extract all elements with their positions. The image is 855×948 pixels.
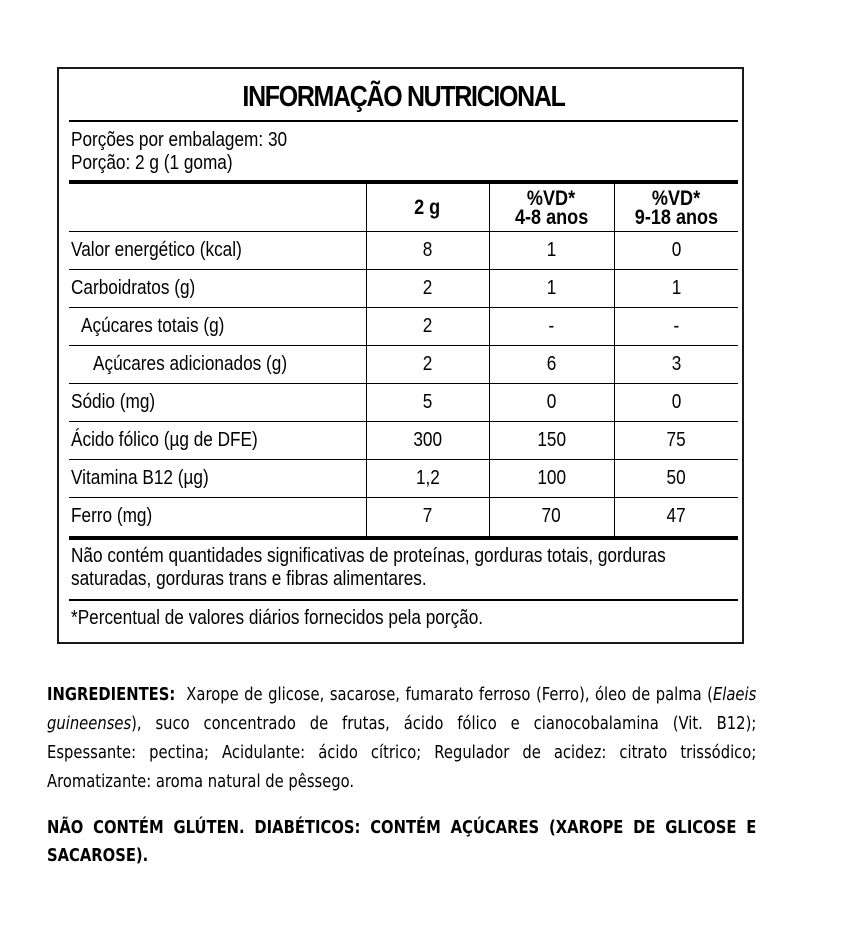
nutrient-label: Vitamina B12 (µg) <box>71 467 209 489</box>
ingredients-part1: Xarope de glicose, sacarose, fumarato ferroso (Ferro), óleo de palma ( <box>186 684 713 705</box>
table-row <box>69 308 738 346</box>
table-row <box>69 498 738 536</box>
nutrient-label: Ácido fólico (µg de DFE) <box>71 429 258 451</box>
footnote <box>69 601 738 635</box>
header-vd-9-18: %VD* 9-18 anos <box>614 184 738 232</box>
ingredients-text <box>47 680 756 796</box>
vd-4-8-value: 6 <box>546 353 557 375</box>
vd-4-8-value: 1 <box>546 277 557 299</box>
table-row <box>69 422 738 460</box>
vd-9-18-value: 50 <box>666 467 686 489</box>
table-header-row <box>69 184 738 232</box>
amount-value: 7 <box>422 505 433 528</box>
panel-title: INFORMAÇÃO NUTRICIONAL <box>242 81 565 113</box>
vd-4-8-value: 70 <box>541 505 562 528</box>
amount-value: 300 <box>413 429 442 451</box>
header-amount: 2 g <box>366 184 489 232</box>
serving-info <box>69 122 738 180</box>
vd-4-8-value: 100 <box>537 467 566 489</box>
nutrient-label: Carboidratos (g) <box>71 277 196 299</box>
ingredients-part2: ), suco concentrado de frutas, ácido fólico e cianocobalamina (Vit. B12); Espessante: pectina; Acidulante: ácido cítrico; Regulador de acidez: citrato trissódico; Aromatizante: aroma natural de pêssego. <box>47 713 757 792</box>
table-row <box>69 346 738 384</box>
ingredients-label: INGREDIENTES: <box>47 684 176 705</box>
vd-9-18-value: 1 <box>671 277 682 299</box>
ingredients-scientific-name: Elaeis guineenses <box>47 684 757 734</box>
nutrition-facts-panel <box>57 67 744 644</box>
header-nutrient <box>69 184 366 232</box>
nutrient-label: Açúcares totais (g) <box>81 315 225 337</box>
vd-9-18-value: 0 <box>671 391 682 413</box>
vd-4-8-value: - <box>548 315 555 337</box>
vd-9-18-value: 3 <box>671 353 682 375</box>
insignificant-amounts-note <box>69 540 738 599</box>
nutrient-label: Ferro (mg) <box>71 505 153 528</box>
table-row <box>69 460 738 498</box>
amount-value: 2 <box>422 315 433 337</box>
amount-value: 5 <box>422 391 433 413</box>
footnote-text: *Percentual de valores diários fornecidos pela porção. <box>71 606 484 629</box>
table-row <box>69 270 738 308</box>
table-row <box>69 384 738 422</box>
amount-value: 2 <box>422 277 433 299</box>
note-text: Não contém quantidades significativas de proteínas, gorduras totais, gorduras saturadas, gorduras trans e fibras alimentares. <box>71 544 666 590</box>
vd-4-8-value: 0 <box>546 391 557 413</box>
nutrition-facts-inner <box>69 69 738 635</box>
nutrition-table <box>69 184 738 536</box>
amount-value: 1,2 <box>415 467 440 489</box>
servings-per-package: Porções por embalagem: 30 <box>71 129 288 151</box>
vd-4-8-value: 150 <box>537 429 566 451</box>
nutrient-label: Sódio (mg) <box>71 391 156 413</box>
vd-9-18-value: - <box>673 315 680 337</box>
nutrient-label: Valor energético (kcal) <box>71 239 242 261</box>
serving-size: Porção: 2 g (1 goma) <box>71 152 233 174</box>
warning-text: NÃO CONTÉM GLÚTEN. DIABÉTICOS: CONTÉM AÇÚCARES (XAROPE DE GLICOSE E SACAROSE). <box>47 817 757 866</box>
vd-9-18-value: 47 <box>666 505 686 528</box>
amount-value: 2 <box>422 353 433 375</box>
allergen-warning <box>47 814 756 870</box>
vd-9-18-value: 75 <box>666 429 686 451</box>
header-vd-4-8: %VD* 4-8 anos <box>489 184 614 232</box>
ingredients-section <box>47 680 756 796</box>
vd-4-8-value: 1 <box>546 239 557 261</box>
nutrient-label: Açúcares adicionados (g) <box>93 353 288 375</box>
vd-9-18-value: 0 <box>671 239 682 261</box>
table-row <box>69 232 738 270</box>
amount-value: 8 <box>422 239 433 261</box>
